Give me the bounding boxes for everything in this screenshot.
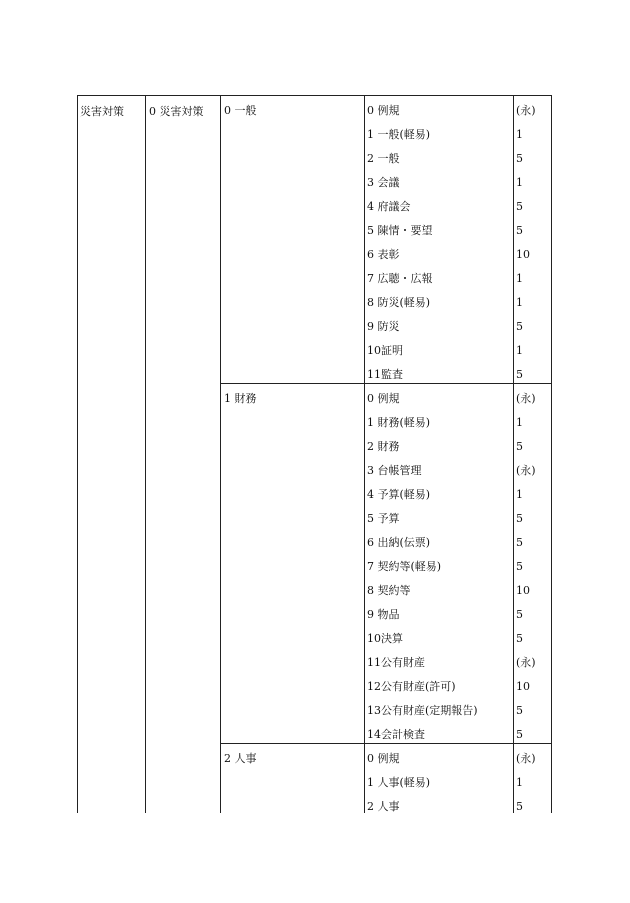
retention-period: (永) (516, 752, 536, 765)
category-level-2: 0 災害対策 (149, 105, 204, 118)
item-name: 9 防災 (367, 320, 400, 333)
group-separator (220, 383, 552, 384)
col-border (145, 95, 146, 813)
retention-period: 5 (516, 512, 523, 525)
item-name: 4 府議会 (367, 200, 411, 213)
item-name: 6 出納(伝票) (367, 536, 431, 549)
item-name: 2 財務 (367, 440, 400, 453)
retention-period: 5 (516, 440, 523, 453)
retention-period: 1 (516, 344, 523, 357)
col-border (220, 95, 221, 813)
retention-period: 5 (516, 800, 523, 813)
group-name: 2 人事 (224, 752, 257, 765)
retention-period: 1 (516, 416, 523, 429)
item-name: 10決算 (367, 632, 403, 645)
item-name: 1 人事(軽易) (367, 776, 431, 789)
retention-period: (永) (516, 656, 536, 669)
item-name: 13公有財産(定期報告) (367, 704, 478, 717)
retention-period: 5 (516, 224, 523, 237)
category-level-1: 災害対策 (80, 105, 124, 118)
item-name: 5 陳情・要望 (367, 224, 433, 237)
col-border (364, 95, 365, 813)
retention-period: 5 (516, 200, 523, 213)
retention-period: 10 (516, 680, 530, 693)
retention-period: 1 (516, 176, 523, 189)
retention-period: 5 (516, 560, 523, 573)
group-name: 0 一般 (224, 104, 257, 117)
item-name: 3 会議 (367, 176, 400, 189)
retention-period: 5 (516, 632, 523, 645)
retention-period: 5 (516, 368, 523, 381)
retention-period: 5 (516, 536, 523, 549)
col-border (77, 95, 78, 813)
item-name: 2 一般 (367, 152, 400, 165)
item-name: 8 防災(軽易) (367, 296, 431, 309)
item-name: 0 例規 (367, 392, 400, 405)
retention-period: 5 (516, 320, 523, 333)
item-name: 7 広聴・広報 (367, 272, 433, 285)
retention-period: 5 (516, 728, 523, 741)
item-name: 3 台帳管理 (367, 464, 422, 477)
retention-period: 1 (516, 776, 523, 789)
retention-period: 10 (516, 248, 530, 261)
item-name: 11公有財産 (367, 656, 425, 669)
item-name: 4 予算(軽易) (367, 488, 431, 501)
table-top-border (77, 95, 552, 96)
group-name: 1 財務 (224, 392, 257, 405)
retention-table (77, 95, 552, 813)
item-name: 0 例規 (367, 752, 400, 765)
retention-period: (永) (516, 104, 536, 117)
item-name: 11監査 (367, 368, 403, 381)
retention-period: 5 (516, 152, 523, 165)
item-name: 8 契約等 (367, 584, 411, 597)
item-name: 14会計検査 (367, 728, 425, 741)
retention-period: 5 (516, 608, 523, 621)
retention-period: 1 (516, 296, 523, 309)
item-name: 0 例規 (367, 104, 400, 117)
col-border (513, 95, 514, 813)
retention-period: (永) (516, 392, 536, 405)
item-name: 9 物品 (367, 608, 400, 621)
item-name: 1 一般(軽易) (367, 128, 431, 141)
retention-period: (永) (516, 464, 536, 477)
item-name: 10証明 (367, 344, 403, 357)
retention-period: 1 (516, 488, 523, 501)
retention-period: 5 (516, 704, 523, 717)
retention-period: 10 (516, 584, 530, 597)
group-separator (220, 743, 552, 744)
retention-period: 1 (516, 128, 523, 141)
item-name: 12公有財産(許可) (367, 680, 456, 693)
item-name: 5 予算 (367, 512, 400, 525)
item-name: 2 人事 (367, 800, 400, 813)
item-name: 1 財務(軽易) (367, 416, 431, 429)
item-name: 7 契約等(軽易) (367, 560, 442, 573)
item-name: 6 表彰 (367, 248, 400, 261)
col-border (551, 95, 552, 813)
retention-period: 1 (516, 272, 523, 285)
